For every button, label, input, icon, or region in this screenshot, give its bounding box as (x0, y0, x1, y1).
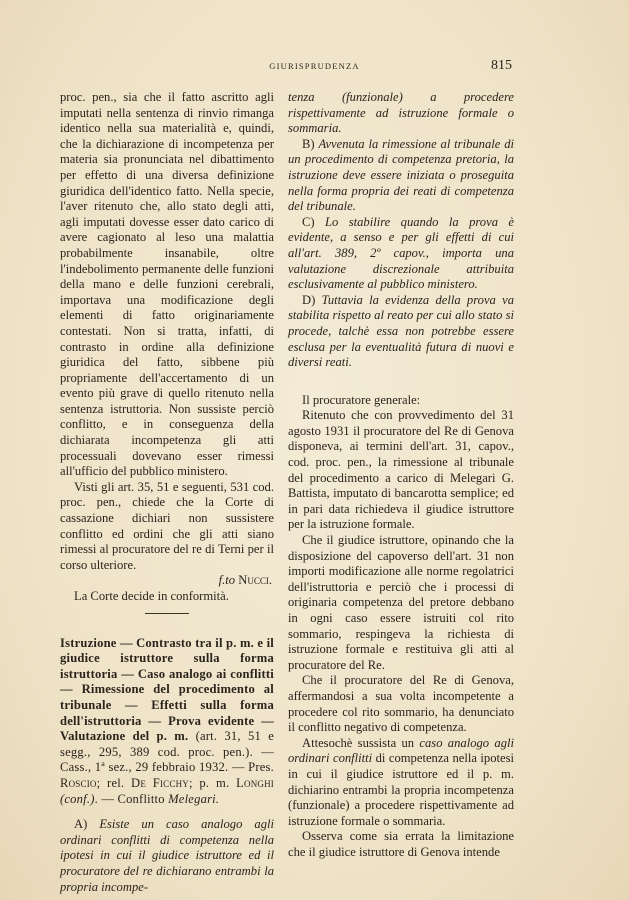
maxim-text: Lo stabilire quando la prova è evidente, a senso e per gli effetti di cui all'art. 389, 2º capov., importa una valutazione discrezionale attribuita esclusivamente al pubblico ministero. (288, 214, 514, 292)
headnote-citation: (art. 31, 51 e segg., 295, 389 cod. proc. pen.). — Cass., 1ª sez., 29 febbraio 1932. — Pres. (60, 729, 275, 775)
paragraph: La Corte decide in conformità. (74, 589, 229, 603)
text-run-italic: caso analogo agli ordinari conflitti (288, 735, 514, 766)
running-title: GIURISPRUDENZA (269, 61, 360, 71)
paragraph: Osserva come sia errata la limitazione che il giudice istruttore di Genova intende (288, 829, 514, 859)
text-run: Attesochè sussista un (302, 735, 415, 750)
headnote-end-prefix: . — Conflitto (94, 791, 165, 806)
headnote (60, 636, 274, 808)
headnote-title: Istruzione — Contrasto tra il p. m. e il giudice istruttore sulla forma istruttoria — Caso analogo ai conflitti — Rimessione del procedimento al tribunale — Effetti sulla forma dell'istruttoria — Prova evidente — Valutazione del p. m. (60, 635, 274, 744)
right-column (288, 90, 514, 861)
paragraph: Che il giudice istruttore, opinando che la disposizione del capoverso dell'art. 31 non importi modificazione alle norme regolatrici dell'istruttoria e perciò che i processi di originaria competenza del pretore debbano in ogni caso essere istruiti col rito sommario, respingeva la richiesta di istruzione formale e restituiva gli atti al procuratore del Re. (288, 533, 514, 672)
headnote-pm-prefix: ; p. m. (188, 775, 230, 790)
paragraph (288, 736, 514, 830)
paragraph: Che il procuratore del Re di Genova, affermandosi a sua volta incompetente a procedere col rito sommario, ha denunciato il conflitto negativo di competenza. (288, 673, 514, 735)
headnote-rel-prefix: ; rel. (96, 775, 125, 790)
maxim-text: Tuttavia la evidenza della prova va stabilita rispetto al reato per cui allo stato si procede, talchè essa non potrebbe essere esclusa per la eventualità futura di nuovi e diversi reati. (288, 292, 514, 370)
maxim-label: B) (302, 136, 315, 151)
signature (60, 573, 274, 589)
prosecutor-name: Longhi (236, 775, 274, 790)
maxim-b (288, 137, 514, 215)
headnote-conf: (conf.) (60, 791, 95, 806)
paragraph: Visti gli art. 35, 51 e seguenti, 531 cod. proc. pen., chiede che la Corte di cassazione dichiari non sussistere conflitto ed ordini che gli atti siano rimessi al procuratore del re di Terni per il corso ulteriore. (60, 479, 274, 572)
maxim-label: A) (74, 817, 88, 832)
text-run: di competenza nella ipotesi in cui il giudice istruttore ed il p. m. dichiarino entrambi la propria incompetenza (funzionale) a procedere rispettivamente ad istruzione formale o sommaria. (288, 751, 514, 828)
maxim-c (288, 215, 514, 293)
maxim-d (288, 293, 514, 371)
signature-name: Nucci. (238, 573, 272, 588)
speaker: Il procuratore generale: (302, 392, 421, 407)
rapporteur-name: De Ficchy (131, 775, 189, 790)
maxim-text: Avvenuta la rimessione al tribunale di un procedimento di competenza pretoria, la istruzione deve essere iniziata o proseguita nella forma propria dei reati di competenza del tribunale. (288, 136, 514, 214)
paragraph: Ritenuto che con provvedimento del 31 agosto 1931 il procuratore del Re di Genova disponeva, ai termini dell'art. 31, capov., cod. proc. pen., la rimessione al tribunale del procedimento a carico di Melegari G. Battista, imputato di bancarotta semplice; ed in pari data richiedeva il giudice istruttore per la istruzione formale. (288, 408, 514, 532)
president-name: Roscio (60, 775, 97, 790)
maxim-label: C) (302, 214, 315, 229)
paragraph: proc. pen., sia che il fatto ascritto agli imputati nella sentenza di rinvio rimanga identico nella sua materialità e, quindi, che la dichiarazione di incompetenza per materia sia pronunciata nel dibattimento per effetto di una diversa definizione giuridica dell'identico fatto. Nella specie, l'aver ritenuto che, allo stato degli atti, agli imputati dovesse esser dato carico di avere cagionato al leso una malattia probabilmente insanabile, oltre l'indebolimento permanente delle funzioni della mano e delle funzioni cerebrali, importava una modificazione degli elementi di fatto originariamente contestati. Non si tratta, infatti, di contrasto in ordine alla definizione giuridica del fatto, sibbene più propriamente dell'accertamento di un evento più grave di quello ritenuto nella sentenza istruttoria. Non sussiste perciò conflitto, e in conseguenza della dichiarata incompetenza gli atti processuali dovevano esser rimessi all'ufficio del pubblico ministero. (60, 90, 274, 479)
section-divider (145, 613, 189, 614)
maxim-text: Esiste un caso analogo agli ordinari conflitti di competenza nella ipotesi in cui il giudice istruttore ed il procuratore del re dichiarano entrambi la propria incompe- (60, 817, 274, 894)
page-number: 815 (491, 58, 512, 73)
signature-prefix: f.to (218, 573, 236, 588)
maxim-label: D) (302, 292, 316, 307)
maxim-a (60, 817, 274, 895)
left-column (60, 90, 274, 895)
headnote-end: Melegari. (168, 791, 220, 806)
maxim-a-continued: tenza (funzionale) a procedere rispettivamente ad istruzione formale o sommaria. (288, 90, 514, 136)
